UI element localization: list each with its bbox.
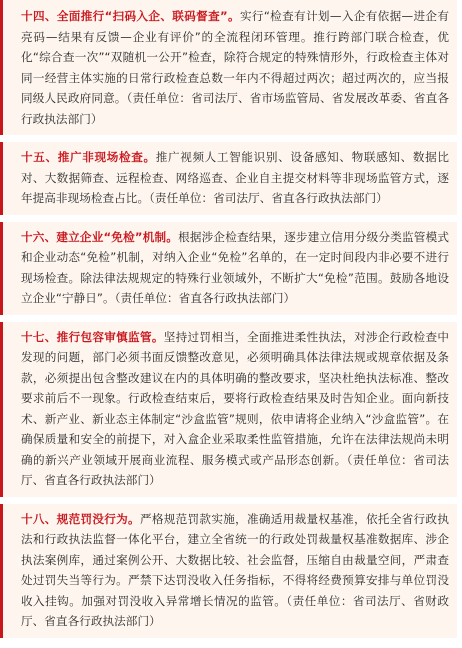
section-15-body: 推广视频人工智能识别、设备感知、物联感知、数据比对、大数据筛查、远程检查、网络巡查、企业自主提交材料等非现场监管方式，逐年提高非现场检查占比。（责任单位：省司法厅、省直各行政执法部门） [21, 150, 449, 205]
section-15-heading: 十五、推广非现场检查。 [21, 150, 156, 164]
section-17-body: 坚持过罚相当，全面推进柔性执法，对涉企行政检查中发现的问题，部门必须书面反馈整改意见，必须明确具体法律法规或规章依据及条款，必须提出包含整改建议在内的具体明确的整改要求，坚决杜绝执法标准、整改要求前后不一现象。行政检查结束后，要将行政检查结果及时告知企业。面向新技术、新产业、新业态主体制定“沙盒监管”规则，依申请将企业纳入“沙盒监管”。在确保质量和安全的前提下，对入盒企业采取柔性监管措施，允许在法律法规尚未明确的新兴产业领域开展商业流程、服务模式或产品形态创新。（责任单位：省司法厅、省直各行政执法部门） [21, 329, 449, 487]
section-16-paragraph [21, 227, 449, 309]
section-17 [0, 322, 457, 497]
section-17-heading: 十七、推行包容审慎监管。 [21, 329, 164, 344]
section-16-heading: 十六、建立企业“免检”机制。 [21, 229, 179, 244]
section-17-paragraph [21, 327, 449, 491]
section-16 [0, 222, 457, 315]
section-16-body: 根据涉企检查结果，逐步建立信用分级分类监管模式和企业动态“免检”机制，对纳入企业“免检”名单的，在一定时间段内非必要不进行现场检查。除法律法规规定的特殊行业领域外，不断扩大“免检”范围。鼓励各地设立企业“宁静日”。（责任单位：省直各行政执法部门） [21, 229, 449, 305]
section-14-body: 实行“检查有计划—入企有依据—进企有亮码—结果有反馈—企业有评价”的全流程闭环管理。推行跨部门联合检查，优化“综合查一次”“双随机一公开”检查，除符合规定的特殊情形外，行政检查主体对同一经营主体实施的日常行政检查总数一年内不得超过两次；超过两次的，应当报同级人民政府同意。（责任单位：省司法厅、省市场监管局、省发展改革委、省直各行政执法部门） [21, 9, 449, 126]
section-18-heading: 十八、规范罚没行为。 [21, 511, 140, 526]
section-14-heading: 十四、全面推行“扫码入企、联码督查”。 [21, 9, 240, 23]
section-14-paragraph [21, 6, 449, 129]
section-15-paragraph [21, 147, 449, 209]
section-18-body: 严格规范罚款实施，准确适用裁量权基准，依托全省行政执法和行政执法监督一体化平台，建立全省统一的行政处罚裁量权基准数据库、涉企执法案例库，通过案例公开、大数据比较、社会监督，压缩自由裁量空间，严肃查处过罚失当等行为。严禁下达罚没收入任务指标，不得将经费预算安排与单位罚没收入挂钩。加强对罚没收入异常增长情况的监管。（责任单位：省司法厅、省财政厅、省直各行政执法部门） [21, 511, 449, 628]
section-18-paragraph [21, 509, 449, 632]
section-18 [0, 504, 457, 638]
section-14 [0, 0, 457, 135]
section-15 [0, 142, 457, 215]
